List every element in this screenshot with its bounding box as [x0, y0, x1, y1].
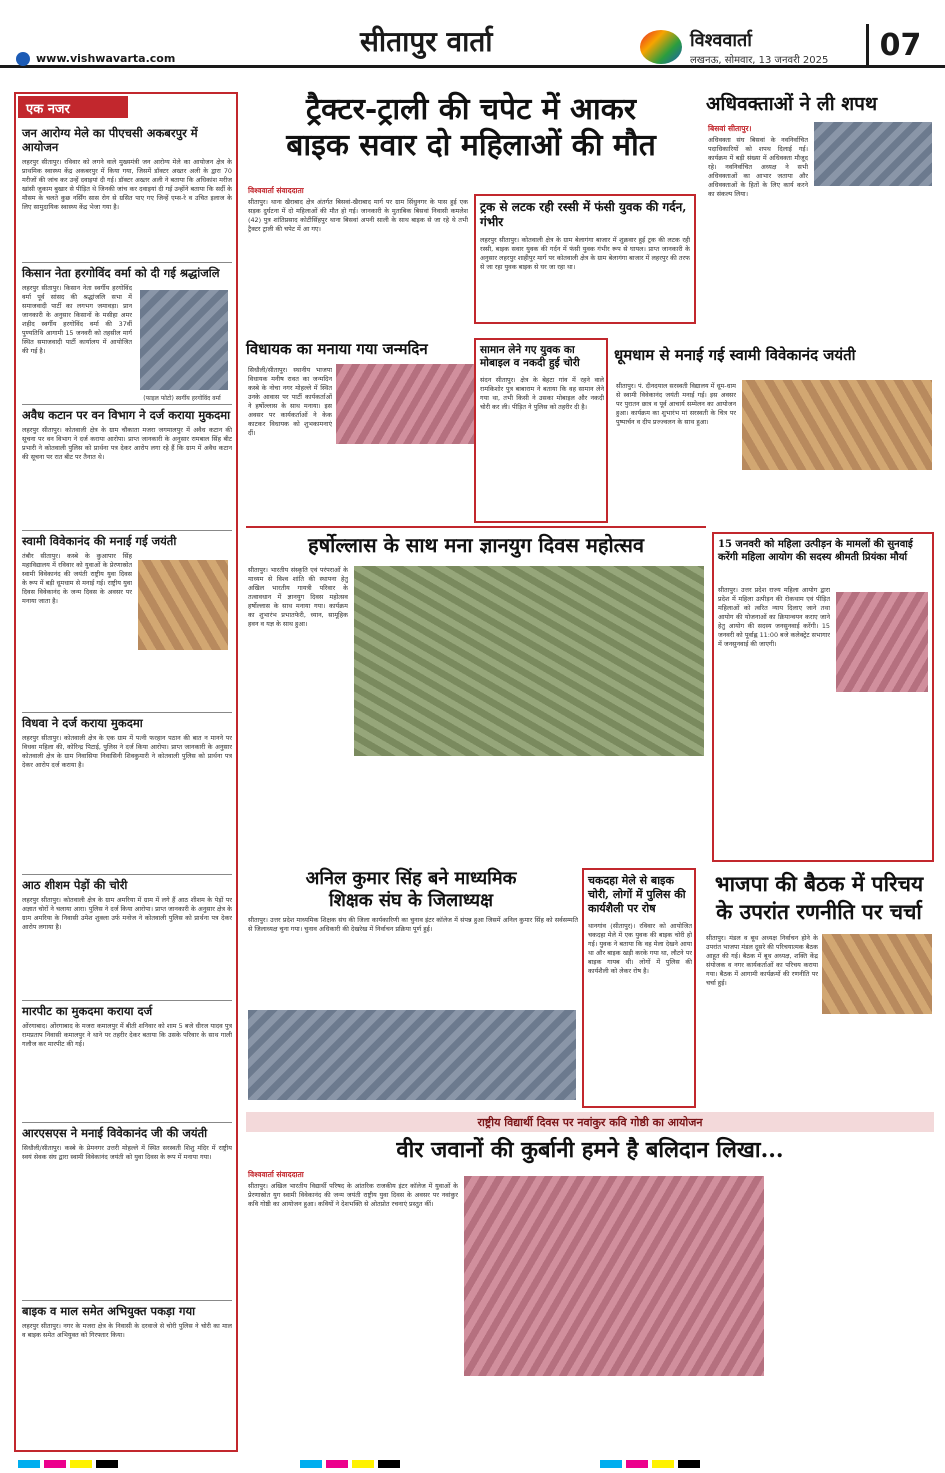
section-title: सीतापुर वार्ता — [360, 25, 493, 58]
yellow-swatch — [70, 1460, 92, 1468]
lead-body: सीतापुर। थाना खैराबाद क्षेत्र अंतर्गत बिसवां-खैराबाद मार्ग पर ग्राम सिंधुनगर के पास हुई एक सड़क दुर्घटना में दो महिलाओं की मौत हो गई। जानकारी के मुताबिक बिसवां निवासी कमलेश (42) पुत्र शांतिप्रसाद कोटीसिंहपुर थाना बिसवां अपनी साली के साथ बाइक से जा रहे थे तभी ट्रैक्टर ट्राली की चपेट में आ गए। — [248, 198, 468, 233]
sidebar-headline: किसान नेता हरगोविंद वर्मा को दी गई श्रद्धांजलि — [22, 266, 220, 280]
mla-body: सिधौली/सीतापुर। स्थानीय भाजपा विधायक मनीष रावत का जन्मदिन कस्बे के नोचा नगर मोहल्ले में स्थित उनके आवास पर पार्टी कार्यकर्ताओं ने हर्षोल्लास के साथ मनाया। इस अवसर पर कार्यकर्ताओं ने केक काटकर विधायक को शुभकामनाएं दीं। — [248, 366, 332, 437]
poetry-kicker: राष्ट्रीय विद्यार्थी दिवस पर नवांकुर कवि गोष्ठी का आयोजन — [477, 1116, 703, 1129]
globe-icon — [16, 52, 30, 66]
sidebar-item — [22, 1004, 232, 1126]
sidebar-headline: जन आरोग्य मेले का पीएचसी अकबरपुर में आयोजन — [22, 126, 198, 154]
vivekananda-headline: धूमधाम से मनाई गई स्वामी विवेकानंद जयंती — [614, 346, 856, 364]
poetry-photo — [464, 1176, 764, 1376]
divider — [22, 1122, 232, 1123]
sidebar-headline: मारपीट का मुकदमा कराया दर्ज — [22, 1004, 153, 1018]
sidebar-headline: विधवा ने दर्ज कराया मुकदमा — [22, 716, 143, 730]
divider — [22, 530, 232, 531]
theft-body: संदन सीतापुर। क्षेत्र के बेहटा गांव में रहने वाले रामकिशोर पुत्र बाबाराम ने बताया कि वह सामान लेने गया था, तभी किसी ने उसका मोबाइल और नकदी चोरी कर ली। पीड़ित ने पुलिस को तहरीर दी है। — [480, 376, 604, 411]
sidebar-body: ओंरगाबाद। ओंरगाबाद के मजरा कमालपुर में बीती शनिवार को शाम 5 बजे धीरज यादव पुत्र रामप्रताप निवासी कमालपुर ने थाने पर तहरीर देकर बताया कि उसके परिवार के साथ गाली गलौज कर मारपीट की गई। — [22, 1022, 232, 1048]
vivekananda-body: सीतापुर। पं. दीनदयाल सरस्वती विद्यालय में धूम-धाम से स्वामी विवेकानंद जयंती मनाई गई। इस अवसर पर पुरातन छात्र व पूर्व आचार्य सम्मेलन का आयोजन हुआ। कार्यक्रम का शुभारंभ मां सरस्वती के चित्र पर पुष्पार्चन व दीप प्रज्ज्वलन के साथ हुआ। — [616, 382, 736, 426]
sidebar-item — [22, 716, 232, 884]
anil-photo — [248, 1010, 576, 1100]
mla-photo — [336, 364, 476, 444]
sidebar-headline: अवैध कटान पर वन विभाग ने दर्ज कराया मुकदमा — [22, 408, 231, 422]
sidebar-body: लहरपुर सीतापुर। कोतवाली क्षेत्र के एक ग्राम में पत्नी फरहान पठान की बात न मानने पर विधवा महिला की, कोरिन्द्र पिटाई, पुलिस ने दर्ज किया आरोपा। प्राप्त जानकारी के अनुसार कोतवाली क्षेत्र के ग्राम निवासिया निवासिनी शिवकुमारी ने कोतवाली पुलिस को प्रार्थना पत्र देकर आरोप दर्ज कराया है। — [22, 734, 232, 769]
bjp-headline — [704, 870, 934, 926]
cyan-swatch — [300, 1460, 322, 1468]
anil-body: सीतापुर। उत्तर प्रदेश माध्यमिक शिक्षक संघ की जिला कार्यकारिणी का चुनाव इंटर कॉलेज में संपन्न हुआ जिसमें अनिल कुमार सिंह को सर्वसम्मति से जिलाध्यक्ष चुना गया। चुनाव अधिकारी की देखरेख में निर्वाचन प्रक्रिया पूर्ण हुई। — [248, 916, 578, 933]
women-commission-headline: 15 जनवरी को महिला उत्पीड़न के मामलों की सुनवाई करेंगी महिला आयोग की सदस्य श्रीमती प्रियंका मौर्या — [718, 539, 913, 563]
theft-headline: सामान लेने गए युवक का मोबाइल व नकदी हुई चोरी — [480, 344, 580, 369]
gyanyug-headline: हर्षोल्लास के साथ मना ज्ञानयुग दिवस महोत्सव — [307, 533, 645, 557]
bjp-headline-line2: के उपरांत रणनीति पर चर्चा — [716, 899, 922, 924]
anil-headline — [246, 868, 576, 912]
sidebar-body: तंबौर सीतापुर। कस्बे के कुआपार सिंह महाविद्यालय में रविवार को युवाओं के प्रेरणास्रोत स्वामी विवेकानंद की जयंती राष्ट्रीय युवा दिवस के रूप में बड़ी धूमधाम से मनाई गई। राष्ट्रीय युवा दिवस विवेकानंद के जन्म दिवस के अवसर पर मनाया जाता है। — [22, 552, 132, 605]
truck-body: लहरपुर सीतापुर। कोतवाली क्षेत्र के ग्राम बेलागंगा बाजार में शुक्रवार हुई ट्रक की लटक रही रस्सी, बाइक सवार युवक की गर्दन में फंसी युवक गंभीर रूप से घायल। प्राप्त जानकारी के अनुसार लहरपुर शाहीपुर मार्ग पर कोतवाली क्षेत्र के ग्राम बेलागंगा बाजार में लहरपुर की तरफ से जा रहा युवक बाइक से घर जा रहा था। — [480, 236, 690, 271]
dateline: लखनऊ, सोमवार, 13 जनवरी 2025 — [690, 55, 829, 66]
lead-headline — [246, 92, 696, 164]
yellow-swatch — [352, 1460, 374, 1468]
lead-headline-line2: बाइक सवार दो महिलाओं की मौत — [286, 128, 656, 163]
poetry-body: सीतापुर। अखिल भारतीय विद्यार्थी परिषद के आंतरिक राजकीय इंटर कॉलेज में युवाओं के प्रेरणास्रोत युग स्वामी विवेकानंद की जन्म जयंती राष्ट्रीय युवा दिवस के अवसर पर नवांकुर कवि गोष्ठी का आयोजन हुआ। कवियों ने देशभक्ति से ओतप्रोत रचनाएं प्रस्तुत कीं। — [248, 1182, 458, 1208]
divider — [22, 874, 232, 875]
women-commission-body: सीतापुर। उत्तर प्रदेश राज्य महिला आयोग द्वारा प्रदेश में महिला उत्पीड़न की रोकथाम एवं पीड़ित महिलाओं को त्वरित न्याय दिलाए जाने तथा आयोग की योजनाओं का क्रियान्वयन कराए जाने हेतु आयोग की सदस्य जनसुनवाई करेंगी। 15 जनवरी को पूर्वाह्न 11:00 बजे कलेक्ट्रेट सभागार में जनसुनवाई की जाएगी। — [718, 586, 830, 648]
yellow-swatch — [652, 1460, 674, 1468]
bike-theft-headline: चकदहा मेले से बाइक चोरी, लोगों में पुलिस की कार्यशैली पर रोष — [588, 874, 686, 915]
black-swatch — [96, 1460, 118, 1468]
bjp-photo — [822, 934, 932, 1014]
black-swatch — [678, 1460, 700, 1468]
truck-headline: ट्रक से लटक रही रस्सी में फंसी युवक की गर्दन, गंभीर — [480, 200, 687, 229]
divider — [246, 526, 706, 528]
divider — [22, 404, 232, 405]
sidebar-headline: स्वामी विवेकानंद की मनाई गई जयंती — [22, 534, 177, 548]
advocates-photo — [814, 122, 932, 186]
sidebar-item — [22, 878, 232, 1006]
cyan-swatch — [18, 1460, 40, 1468]
advocates-byline: बिसवां सीतापुर। — [708, 124, 752, 133]
sidebar-tag: एक नजर — [18, 96, 128, 118]
sidebar-item — [22, 1126, 232, 1304]
sidebar-body: लहरपुर सीतापुर। कोतवाली क्षेत्र के ग्राम चौकाता मजरा जगमालपुर में अवैध कटान की सूचना पर वन विभाग ने दर्ज कराया आरोपा। प्राप्त जानकारी के अनुसार रामबाल सिंह बीट प्रभारी ने कोतवाली पुलिस को प्रार्थना पत्र देकर आरोप लगा रहे हैं कि ग्राम में अवैध कटान की सूचना पर रात बीट पर तैनात थे। — [22, 426, 232, 461]
portrait-photo — [140, 290, 228, 390]
sidebar-body: लहरपुर सीतापुर। नगर के मजरा क्षेत्र के निवासी के दरवाजे से चोरी पुलिस ने चोरी का माल व बाइक समेत अभियुक्त को गिरफ्तार किया। — [22, 1322, 232, 1339]
brand-logo-icon — [640, 30, 682, 64]
lead-byline: विश्ववार्ता संवाददाता — [248, 186, 304, 195]
print-color-strip — [0, 1452, 945, 1473]
bike-theft-body: थानगांव (सीतापुर)। रविवार को आयोजित चकदहा मेले में एक युवक की बाइक चोरी हो गई। युवक ने बताया कि वह मेला देखने आया था और बाइक खड़ी करके गया था, लौटने पर बाइक गायब थी। लोगों में पुलिस की कार्यशैली को लेकर रोष है। — [588, 922, 692, 975]
sidebar-body: सिधौली/सीतापुर। कस्बे के प्रेमनगर उत्तरी मोहल्ले में स्थित सरस्वती शिशु मंदिर में राष्ट्रीय स्वयं सेवक संघ द्वारा स्वामी विवेकानंद जयंती को युवा दिवस के रूप में मनाया गया। — [22, 1144, 232, 1161]
sidebar-item — [22, 408, 232, 530]
brand-name: विश्ववार्ता — [690, 30, 752, 51]
advocates-headline: अधिवक्ताओं ने ली शपथ — [706, 93, 878, 115]
sidebar-headline: आरएसएस ने मनाई विवेकानंद जी की जयंती — [22, 1126, 208, 1140]
divider — [22, 1000, 232, 1001]
gyanyug-photo — [354, 566, 704, 756]
vivekananda-photo — [742, 380, 932, 470]
sidebar-headline: बाइक व माल समेत अभियुक्त पकड़ा गया — [22, 1304, 196, 1318]
advocates-body: अधिवक्ता संघ बिसवां के नवनिर्वाचित पदाधिकारियों को शपथ दिलाई गई। कार्यक्रम में बड़ी संख्या में अधिवक्ता मौजूद रहे। नवनिर्वाचित अध्यक्ष ने सभी अधिवक्ताओं का आभार जताया और अधिवक्ताओं के हितों के लिए कार्य करने का संकल्प लिया। — [708, 136, 808, 198]
sidebar-item — [22, 1304, 232, 1452]
poetry-byline: विश्ववार्ता संवाददाता — [248, 1170, 304, 1179]
anil-headline-line1: अनिल कुमार सिंह बने माध्यमिक — [305, 868, 517, 889]
photo-caption: (फाइल फोटो) स्वर्गीय हरगोविंद वर्मा — [143, 395, 221, 402]
website-url[interactable]: www.vishwavarta.com — [36, 52, 176, 65]
magenta-swatch — [626, 1460, 648, 1468]
anil-headline-line2: शिक्षक संघ के जिलाध्यक्ष — [328, 890, 494, 911]
divider — [22, 1300, 232, 1301]
page-number: 07 — [866, 24, 932, 68]
mla-headline: विधायक का मनाया गया जन्मदिन — [246, 340, 428, 358]
magenta-swatch — [44, 1460, 66, 1468]
commission-member-photo — [836, 592, 928, 692]
sidebar-body: लहरपुर सीतापुर। कोतवाली क्षेत्र के ग्राम अमरिया में ग्राम में लगे हैं आठ शीशम के पेड़ों पर अज्ञात चोरों ने चलाया आरा। पुलिस ने दर्ज किया आरोपा। प्राप्त जानकारी के अनुसार क्षेत्र के ग्राम अमरिया के निवासी उमेश शुक्ला उर्फ मनोज ने कोतवाली पुलिस को प्रार्थना पत्र देकर आरोप लगाया है। — [22, 896, 232, 931]
sidebar-headline: आठ शीशम पेड़ों की चोरी — [22, 878, 128, 892]
gyanyug-body: सीतापुर। भारतीय संस्कृति एवं परंपराओं के माध्यम से विश्व शांति की स्थापना हेतु अखिल भारतीय गायत्री परिवार के तत्वावधान में ज्ञानयुग दिवस महोत्सव हर्षोल्लास के साथ मनाया गया। कार्यक्रम का शुभारंभ प्रभातफेरी, ध्यान, सामूहिक हवन व यज्ञ के साथ हुआ। — [248, 566, 348, 628]
bjp-body: सीतापुर। मंडल व बूथ अध्यक्ष निर्वाचन होने के उपरांत भाजपा मंडल दूसरे की परिचयात्मक बैठक आहूत की गई। बैठक में बूथ अध्यक्ष, शक्ति केंद्र संयोजक व नगर कार्यकर्ताओं का परिचय कराया गया। बैठक में आगामी कार्यक्रमों की रणनीति पर चर्चा हुई। — [706, 934, 818, 987]
cyan-swatch — [600, 1460, 622, 1468]
divider — [22, 712, 232, 713]
poetry-headline: वीर जवानों की कुर्बानी हमने है बलिदान लिखा... — [396, 1137, 784, 1163]
lead-headline-line1: ट्रैक्टर-ट्राली की चपेट में आकर — [305, 92, 637, 127]
divider — [22, 262, 232, 263]
sidebar-body: लहरपुर सीतापुर। किसान नेता स्वर्गीय हरगोविंद वर्मा पूर्व सांसद की श्रद्धांजलि सभा में समाजवादी पार्टी का लगभग जमावड़ा। प्रान जानकारी के अनुसार किसानों के मसीहा अमर शहीद स्वर्गीय हरगोविंद वर्मा की 37वीं पुण्यतिथि आगामी 15 जनवरी को तहसील मार्ग स्थित समाजवादी पार्टी कार्यालय में आयोजित की गई है। — [22, 284, 132, 355]
magenta-swatch — [326, 1460, 348, 1468]
sidebar-body: लहरपुर सीतापुर। रविवार को लगने वाले मुख्यमंत्री जन आरोग्य मेले का आयोजन क्षेत्र के प्राथमिक स्वास्थ्य केंद्र अकबरपुर में किया गया, जिसमें डॉक्टर अख्तर अली के द्वारा 70 मरीजों की जांच कर उन्हें दवाइयां दी गई। डॉक्टर अख्तर अली ने बताया कि अधिकांश मरीज खांसी जुकाम बुखार से पीड़ित थे जिनकी जांच कर दवाइयां दी गई उन्होंने बताया कि सर्दी के मौसम के चलते कुछ नर्सिंग सास रोग से ग्रसित पाए गए जिन्हें एम्स-रे व उचित इलाज के लिए सामुदायिक स्वास्थ्य केंद्र भेजा गया है। — [22, 158, 232, 211]
bjp-headline-line1: भाजपा की बैठक में परिचय — [714, 871, 924, 896]
black-swatch — [378, 1460, 400, 1468]
event-photo — [138, 560, 228, 650]
